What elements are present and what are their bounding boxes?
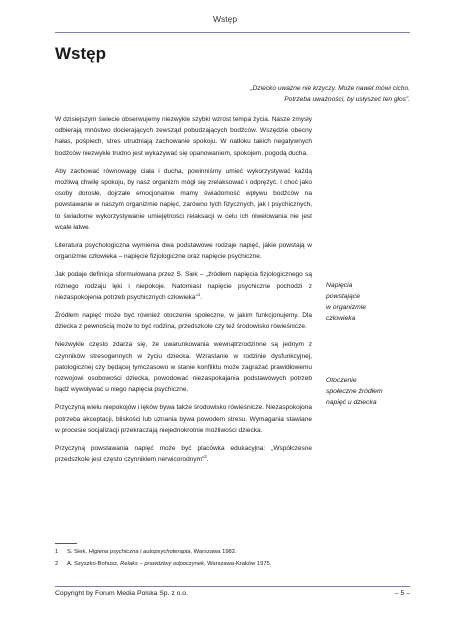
margin-note-line: Napięcia	[326, 282, 353, 289]
paragraph-3: Literatura psychologiczna wymienia dwa podstawowe rodzaje napięć, jakie powstają w organizmie człowieka – napięcie fizjologiczne oraz napięcie psychiczne.	[55, 242, 312, 261]
footnote-2	[55, 560, 271, 569]
paragraph-5: Źródłem napięć może być również otoczenie społeczne, w jakim funkcjonujemy. Dla dziecka z pewnością może to być rodzina, przedszkole czy też środowisko rówieśnicze.	[55, 312, 312, 331]
header-rule	[55, 32, 410, 33]
paragraph-8: Przyczyną powstawania napięć może być placówka edukacyjna: „Współczesne przedszkole jest często czynnikiem nerwicorodnym”$^2$.	[55, 445, 312, 464]
footnote-number: 2	[55, 561, 59, 567]
footnote-book-title: Higiena psychiczna i autopsychoterapia	[88, 549, 191, 555]
paragraph-4-text: Jak podaje definicja sformułowana przez S. Siek – „źródłem napięcia fizjologicznego są różnego rodzaju lęki i niepokoje. Natomiast napięcie psychiczne pochodzi z niezaspokojenia potrzeb psychicznych człowieka”	[55, 271, 312, 301]
page-number: – 5 –	[394, 590, 410, 597]
footer-rule	[55, 586, 410, 587]
footnote-mark-1: 1	[197, 291, 201, 297]
epigraph-line-1: „Dziecko uważne nie krzyczy. Może nawet mówi cicho.	[250, 85, 410, 92]
footnote-publication: , Warszawa 1982.	[190, 549, 237, 555]
margin-note-line: Otoczenie	[326, 377, 357, 384]
paragraph-7: Przyczyną wielu niepokojów i lęków bywa także środowisko rówieśnicze. Niezaspokojona potrzeba akceptacji, bliskości lub uznania bywa powodem stresu. Wymagania stawiane w procesie socjalizacji przekraczają niejednokrotnie możliwości dziecka.	[55, 404, 312, 434]
footnote-1	[55, 548, 237, 557]
margin-note-tensions	[326, 280, 416, 324]
margin-note-line: w organizmie	[326, 304, 367, 311]
paragraph-8-text: Przyczyną powstawania napięć może być placówka edukacyjna: „Współczesne przedszkole jest często czynnikiem nerwicorodnym”	[55, 445, 312, 464]
footnote-mark-2: 2	[204, 454, 207, 460]
margin-note-line: powstające	[326, 293, 361, 300]
body-text	[55, 114, 312, 472]
running-header: Wstęp	[212, 14, 238, 24]
footnote-book-title: Relaks – prawdziwy odpoczynek	[120, 561, 204, 567]
margin-note-line: człowieka	[326, 315, 356, 322]
margin-note-line: społeczne źródłem	[326, 388, 383, 395]
paragraph-2: Aby zachować równowagę ciała i ducha, powinniśmy umieć wykorzystywać każdą możliwą chwilę spokoju, by nasz organizm mógł się zrelaksować i odprężyć. I choć jako osoby dorosłe, dojrzałe emocjonalnie mamy świadomość wpływu bodźców na powstawanie w naszym organizmie napięć, zarówno tych fizycznych, jak i psychicznych, to świadome wykorzystywanie umiejętności relaksacji w celu ich niwelowania nie jest wcale łatwe.	[55, 167, 312, 231]
footnote-author: A. Szyszko-Bohusz,	[67, 561, 121, 567]
paragraph-1: W dzisiejszym świecie obserwujemy niezwykle szybki wzrost tempa życia. Nasze zmysły odbierają mnóstwo docierających zewsząd pobudzających bodźców. Wszędzie obecny hałas, pośpiech, stres utrudniają zachowanie spokoju. W natłoku takich negatywnych bodźców niezwykle trudno jest wykazywać się opanowaniem, spokojem, pogodą ducha.	[55, 116, 312, 157]
footnote-rule	[55, 543, 77, 544]
margin-note-social-environment	[326, 375, 416, 408]
paragraph-6: Niezwykle często zdarza się, że uwarunkowania wewnątrzrodzinne są jednym z czynników stresogennych w życiu dziecka. Wzrastanie w rodzinie dysfunkcyjnej, patologicznej czy będącej tymczasowo w stanie konfliktu może zagrażać prawidłowemu rozwojowi osobowości dziecka, powodować niezaspokajania podstawowych potrzeb bądź wywoływać u niego napięcia psychiczne.	[55, 341, 312, 394]
paragraph-4: Jak podaje definicja sformułowana przez S. Siek – „źródłem napięcia fizjologicznego są różnego rodzaju lęki i niepokoje. Natomiast napięcie psychiczne pochodzi z niezaspokojenia potrzeb psychicznych człowieka”$^1$.	[55, 271, 312, 301]
margin-note-line: napięć u dziecka	[326, 399, 377, 406]
footnote-publication: , Warszawa-Kraków 1975.	[203, 561, 272, 567]
epigraph	[150, 83, 410, 105]
footer-copyright: Copyright by Forum Media Polska Sp. z o.o.	[55, 590, 188, 597]
page-title: Wstęp	[55, 44, 106, 63]
epigraph-line-2: Potrzeba uważności, by usłyszeć ten głos”.	[284, 96, 410, 103]
footnote-number: 1	[55, 549, 59, 555]
footnote-author: S. Siek,	[67, 549, 89, 555]
